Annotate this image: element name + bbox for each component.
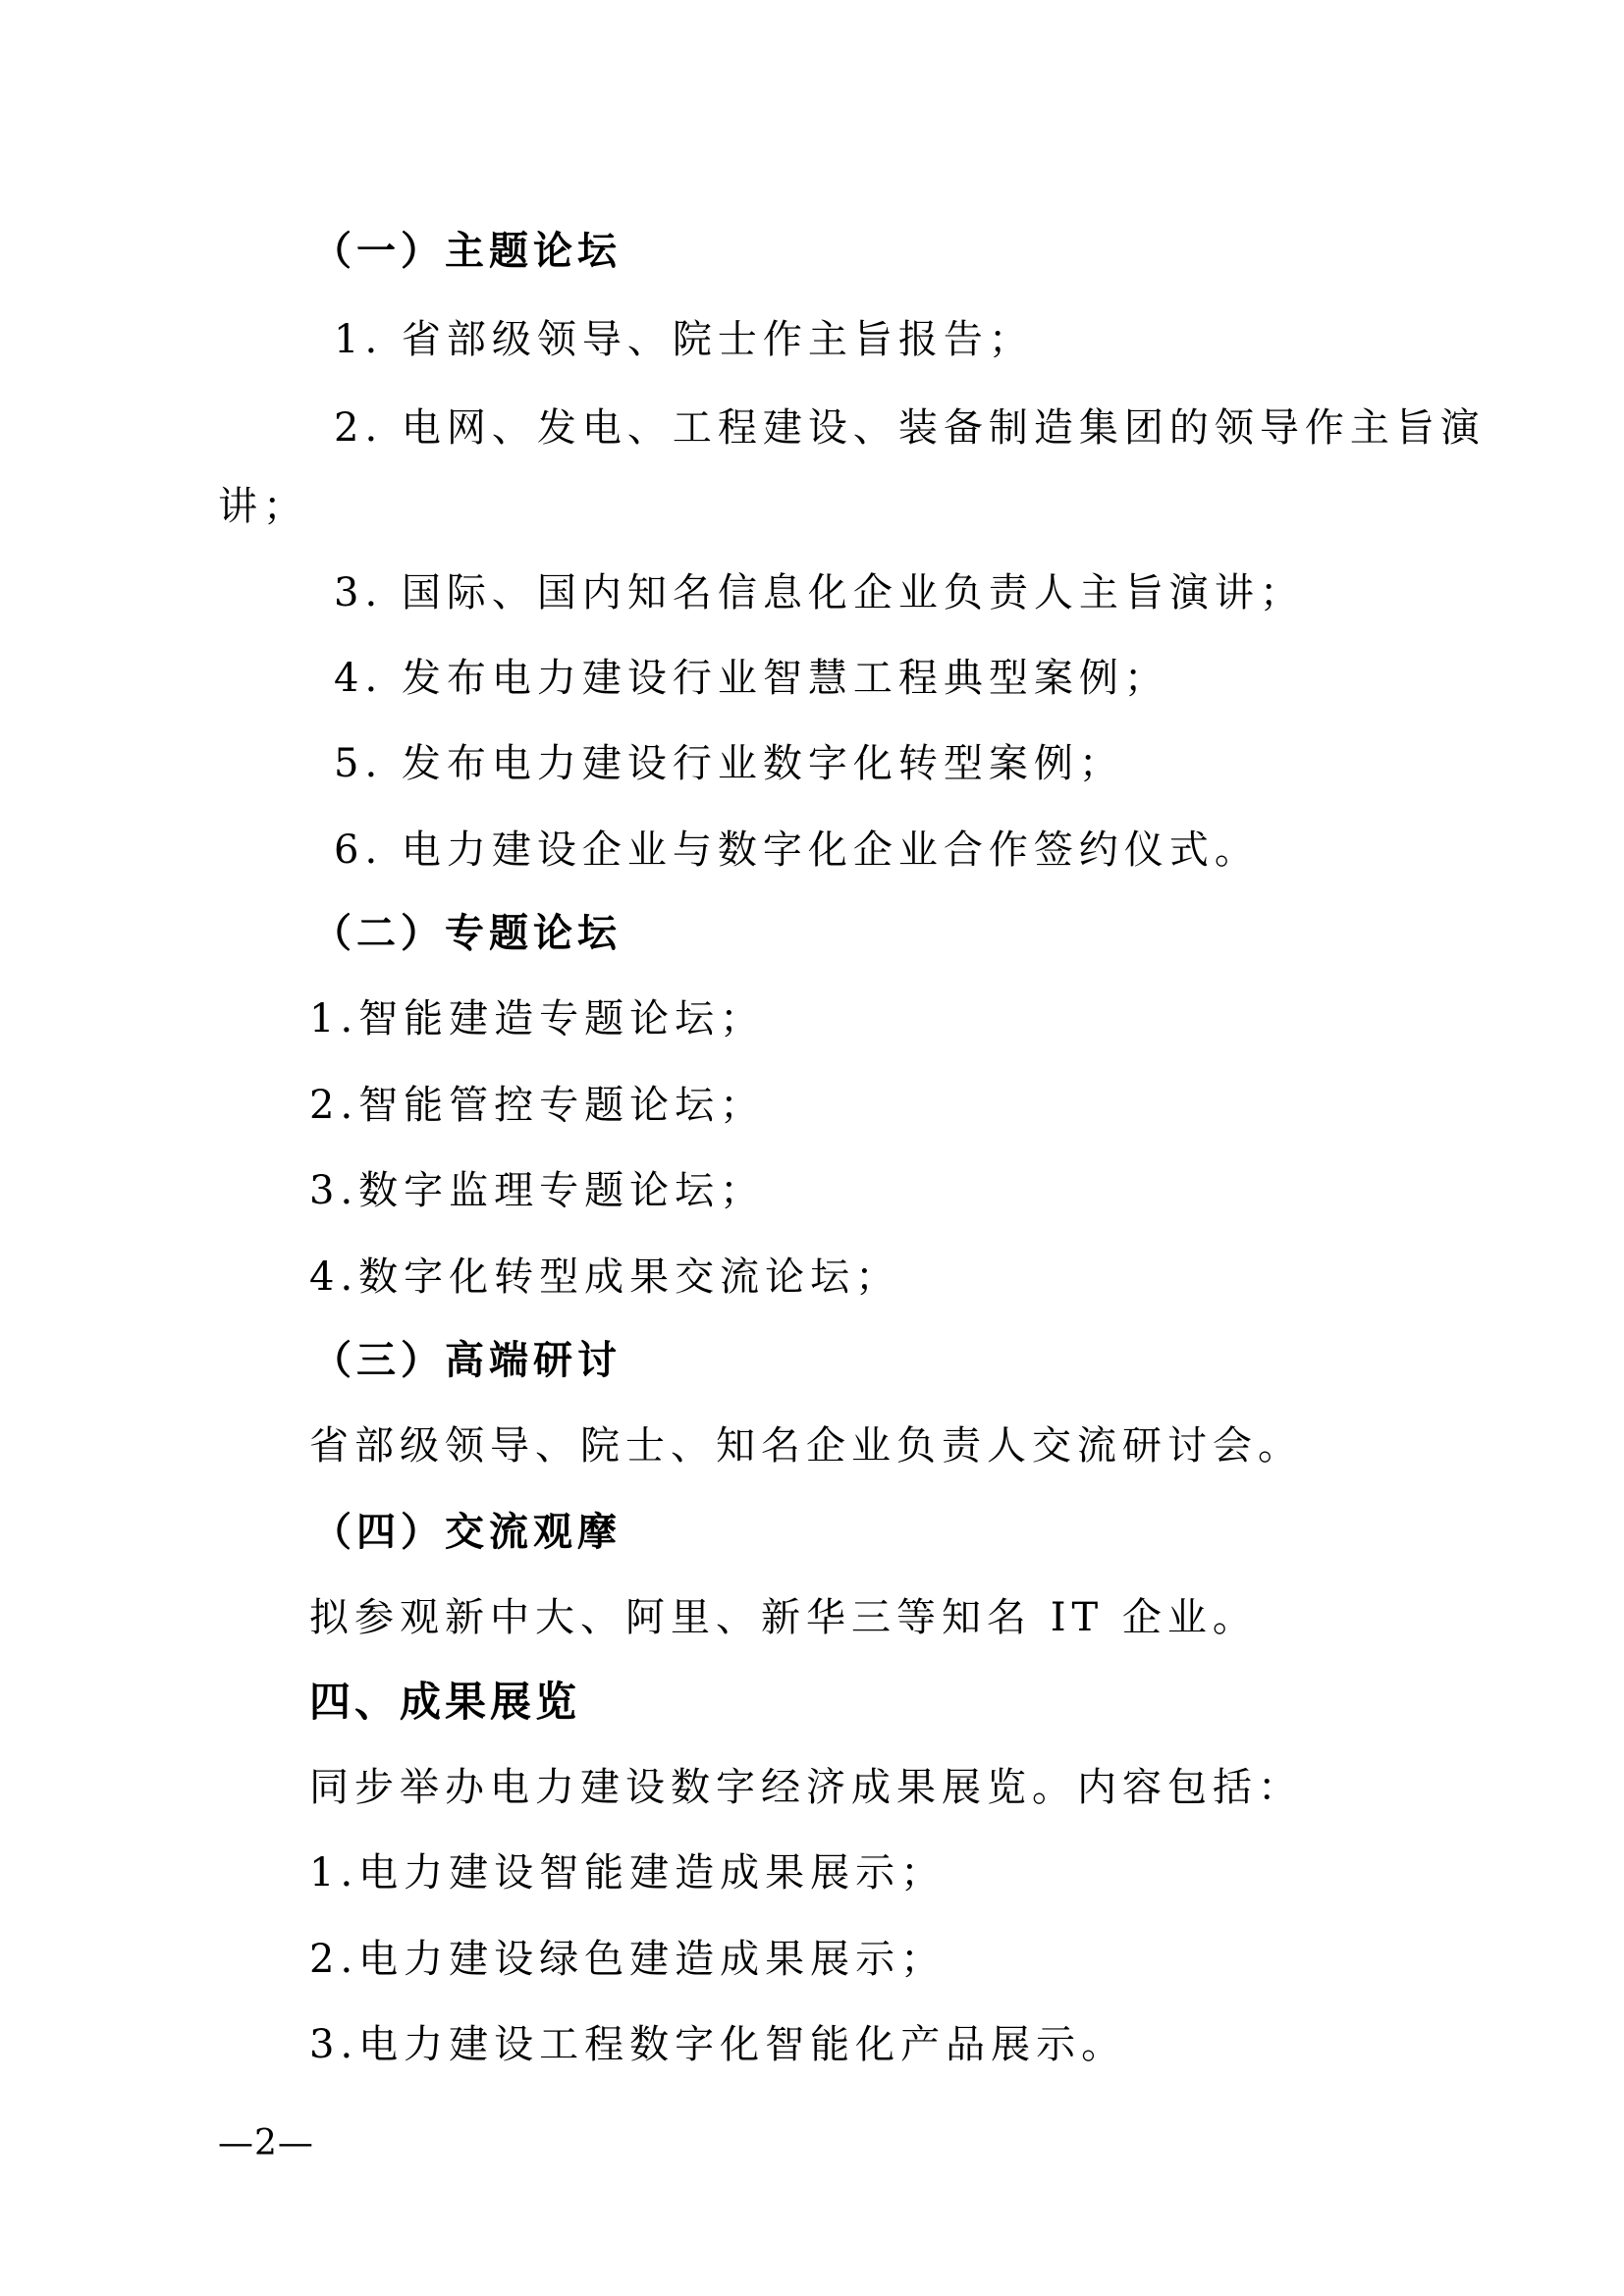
list-item: 3.电力建设工程数字化智能化产品展示。 xyxy=(309,2022,1127,2067)
list-item: 4.数字化转型成果交流论坛； xyxy=(309,1255,901,1300)
subsection-title-seminar: （三）高端研讨 xyxy=(312,1338,622,1383)
list-item: 1.智能建造专题论坛； xyxy=(309,996,766,1041)
list-item: 3.数字监理专题论坛； xyxy=(309,1168,766,1213)
paragraph: 同步举办电力建设数字经济成果展览。内容包括： xyxy=(309,1765,1303,1810)
list-item: 3. 国际、国内知名信息化企业负责人主旨演讲； xyxy=(334,570,1305,615)
section-title-exhibition: 四、成果展览 xyxy=(309,1678,581,1726)
paragraph: 省部级领导、院士、知名企业负责人交流研讨会。 xyxy=(309,1423,1303,1468)
subsection-title-special-forum: （二）专题论坛 xyxy=(312,911,622,956)
list-item-continuation: 讲； xyxy=(218,484,308,529)
list-item: 2.智能管控专题论坛； xyxy=(309,1083,766,1128)
list-item: 2. 电网、发电、工程建设、装备制造集团的领导作主旨演 xyxy=(334,405,1486,451)
list-item: 4. 发布电力建设行业智慧工程典型案例； xyxy=(334,656,1169,701)
list-item: 6. 电力建设企业与数字化企业合作签约仪式。 xyxy=(334,828,1260,873)
subsection-title-theme-forum: （一）主题论坛 xyxy=(312,229,622,274)
list-item: 1.电力建设智能建造成果展示； xyxy=(309,1850,947,1896)
list-item: 1. 省部级领导、院士作主旨报告； xyxy=(334,317,1034,362)
subsection-title-exchange-visit: （四）交流观摩 xyxy=(312,1510,622,1555)
paragraph: 拟参观新中大、阿里、新华三等知名 IT 企业。 xyxy=(309,1595,1258,1640)
list-item: 2.电力建设绿色建造成果展示； xyxy=(309,1937,947,1982)
page-number: —2— xyxy=(218,2123,314,2163)
list-item: 5. 发布电力建设行业数字化转型案例； xyxy=(334,741,1124,786)
